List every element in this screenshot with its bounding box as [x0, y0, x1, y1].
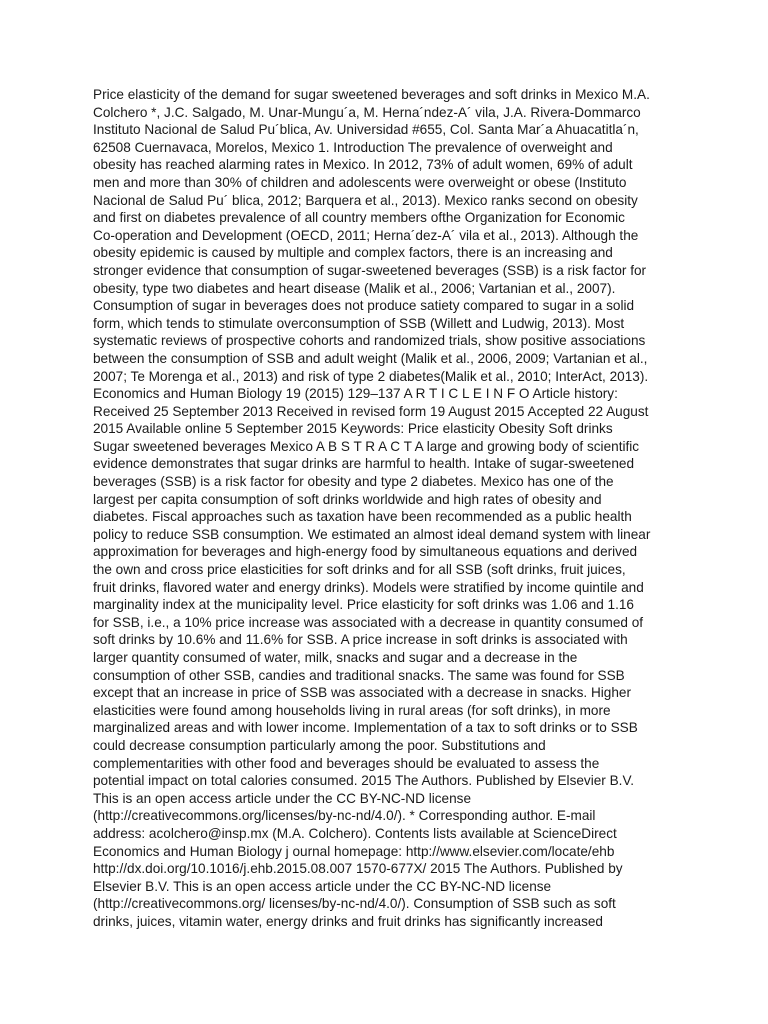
text-line: Elsevier B.V. This is an open access article under the CC BY-NC-ND license [93, 878, 552, 894]
text-line: for SSB, i.e., a 10% price increase was associated with a decrease in quantity consumed of [93, 614, 644, 630]
text-line: stronger evidence that consumption of sugar-sweetened beverages (SSB) is a risk factor for [93, 262, 647, 278]
text-line: larger quantity consumed of water, milk, snacks and sugar and a decrease in the [93, 650, 578, 665]
text-line: Sugar sweetened beverages Mexico A B S T R A C T A large and growing body of scientific [93, 438, 640, 454]
text-line: address: acolchero@insp.mx (M.A. Colchero). Contents lists available at ScienceDirect [93, 825, 617, 841]
text-line: (http://creativecommons.org/ licenses/by-nc-nd/4.0/). Consumption of SSB such as soft [93, 896, 616, 912]
text-line: complementarities with other food and beverages should be evaluated to assess the [93, 755, 600, 771]
text-line: diabetes. Fiscal approaches such as taxation have been recommended as a public health [93, 509, 632, 525]
text-line: beverages (SSB) is a risk factor for obesity and type 2 diabetes. Mexico has one of the [93, 474, 614, 490]
text-line: 2007; Te Morenga et al., 2013) and risk of type 2 diabetes(Malik et al., 2010; InterAct, 2013). [93, 368, 649, 384]
text-line: http://dx.doi.org/10.1016/j.ehb.2015.08.007 1570-677X/ 2015 The Authors. Published by [93, 861, 623, 877]
text-line: and first on diabetes prevalence of all country members ofthe Organization for Economic [93, 210, 625, 226]
text-line: Nacional de Salud Pu´ blica, 2012; Barquera et al., 2013). Mexico ranks second on obesity [93, 192, 638, 208]
text-line: consumption of other SSB, candies and traditional snacks. The same was found for SSB [93, 667, 625, 683]
text-line: policy to reduce SSB consumption. We estimated an almost ideal demand system with linear [93, 526, 651, 542]
text-line: Price elasticity of the demand for sugar sweetened beverages and soft drinks in Mexico M.A. [93, 87, 650, 102]
text-line: Received 25 September 2013 Received in revised form 19 August 2015 Accepted 22 August [93, 403, 649, 419]
text-line: potential impact on total calories consumed. 2015 The Authors. Published by Elsevier B.V. [93, 773, 635, 789]
text-line: 62508 Cuernavaca, Morelos, Mexico 1. Introduction The prevalence of overweight and [93, 139, 613, 155]
text-line: Economics and Human Biology j ournal homepage: http://www.elsevier.com/locate/ehb [93, 843, 615, 859]
text-line: between the consumption of SSB and adult weight (Malik et al., 2006, 2009; Vartanian et al., [93, 350, 648, 366]
text-line: obesity epidemic is caused by multiple and complex factors, there is an increasing and [93, 245, 613, 261]
text-line: evidence demonstrates that sugar drinks are harmful to health. Intake of sugar-sweetened [93, 456, 635, 472]
text-line: marginality index at the municipality level. Price elasticity for soft drinks was 1.06 and 1.16 [93, 597, 634, 613]
text-line: Colchero *, J.C. Salgado, M. Unar-Mungu´a, M. Herna´ndez-A´ vila, J.A. Rivera-Dommarco [93, 104, 641, 120]
text-line: largest per capita consumption of soft drinks worldwide and high rates of obesity and [93, 491, 602, 507]
text-line [93, 931, 681, 949]
text-line: elasticities were found among households living in rural areas (for soft drinks), in more [93, 702, 611, 718]
text-line: men and more than 30% of children and adolescents were overweight or obese (Instituto [93, 174, 627, 190]
text-line: This is an open access article under the CC BY-NC-ND license [93, 790, 472, 806]
text-line: could decrease consumption particularly among the poor. Substitutions and [93, 737, 546, 753]
text-line: drinks, juices, vitamin water, energy drinks and fruit drinks has significantly increased [93, 913, 603, 929]
text-line: Co-operation and Development (OECD, 2011; Herna´dez-A´ vila et al., 2013). Although the [93, 227, 639, 243]
text-line: 2015 Available online 5 September 2015 Keywords: Price elasticity Obesity Soft drinks [93, 421, 613, 437]
document-page [93, 86, 681, 948]
text-line: approximation for beverages and high-energy food by simultaneous equations and derived [93, 544, 638, 560]
text-line: obesity has reached alarming rates in Mexico. In 2012, 73% of adult women, 69% of adult [93, 157, 633, 173]
text-line: form, which tends to stimulate overconsumption of SSB (Willett and Ludwig, 2013). Most [93, 315, 625, 331]
text-line: soft drinks by 10.6% and 11.6% for SSB. A price increase in soft drinks is associated with [93, 632, 628, 648]
text-line: fruit drinks, flavored water and energy drinks). Models were stratified by income quintile and [93, 579, 644, 595]
text-line: systematic reviews of prospective cohorts and randomized trials, show positive associations [93, 333, 646, 349]
text-line: the own and cross price elasticities for soft drinks and for all SSB (soft drinks, fruit juices, [93, 562, 626, 578]
text-line: Instituto Nacional de Salud Pu´blica, Av. Universidad #655, Col. Santa Mar´a Ahuacatitla´n, [93, 122, 639, 138]
text-line: obesity, type two diabetes and heart disease (Malik et al., 2006; Vartanian et al., 2007). [93, 280, 616, 296]
text-line: (http://creativecommons.org/licenses/by-nc-nd/4.0/). * Corresponding author. E-mail [93, 808, 596, 824]
text-line: marginalized areas and with lower income. Implementation of a tax to soft drinks or to SSB [93, 720, 638, 736]
text-line: except that an increase in price of SSB was associated with a decrease in snacks. Higher [93, 685, 631, 701]
text-line: Consumption of sugar in beverages does not produce satiety compared to sugar in a solid [93, 298, 635, 314]
text-line: Economics and Human Biology 19 (2015) 129–137 A R T I C L E I N F O Article history: [93, 386, 618, 402]
